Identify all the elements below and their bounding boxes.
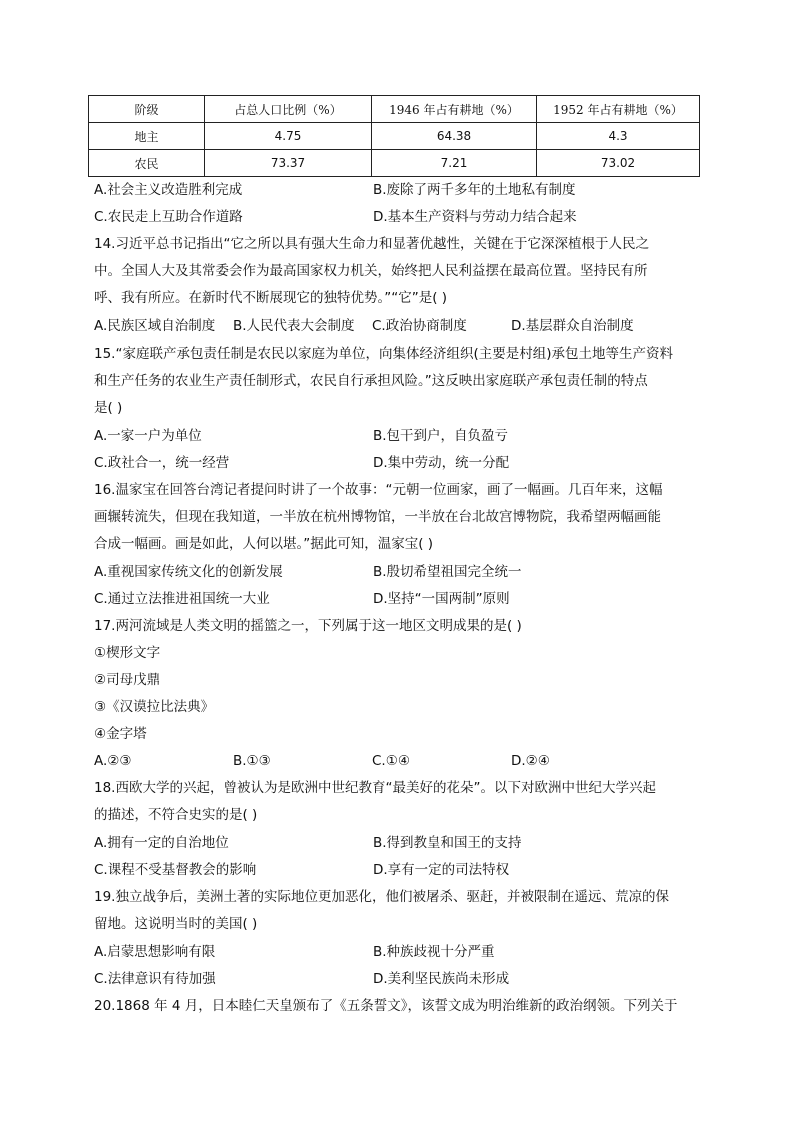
q17-option-a: A.②③ <box>94 753 132 769</box>
q17-option-c: C.①④ <box>372 753 410 769</box>
table-header-cell: 占总人口比例（%） <box>205 96 372 123</box>
q15-stem-line: 15.“家庭联产承包责任制是农民以家庭为单位，向集体经济组织(主要是村组)承包土地等生产资料 <box>94 346 673 362</box>
table-row <box>89 150 700 177</box>
q20-stem-line: 20.1868 年 4 月，日本睦仁天皇颁布了《五条誓文》，该誓文成为明治维新的政治纲领。下列关于 <box>94 998 678 1014</box>
q16-stem-line: 画辗转流失，但现在我知道，一半放在杭州博物馆，一半放在台北故宫博物院，我希望两幅画能 <box>94 509 661 525</box>
q19-stem-line: 留地。这说明当时的美国( ) <box>94 916 258 932</box>
q17-option-b: B.①③ <box>233 753 271 769</box>
q15-stem-line: 和生产任务的农业生产责任制形式，农民自行承担风险。”这反映出家庭联产承包责任制的特点 <box>94 373 648 389</box>
q19-option-d: D.美利坚民族尚未形成 <box>373 971 510 987</box>
q17-item: ③《汉谟拉比法典》 <box>94 699 215 715</box>
table-cell: 4.75 <box>205 123 372 150</box>
q15-stem-line: 是( ) <box>94 400 123 416</box>
q17-item: ②司母戊鼎 <box>94 672 161 688</box>
q19-option-b: B.种族歧视十分严重 <box>373 944 495 960</box>
q18-stem-line: 18.西欧大学的兴起，曾被认为是欧洲中世纪教育“最美好的花朵”。以下对欧洲中世纪大学兴起 <box>94 780 656 796</box>
q18-option-b: B.得到教皇和国王的支持 <box>373 835 522 851</box>
q19-option-c: C.法律意识有待加强 <box>94 971 216 987</box>
q18-option-a: A.拥有一定的自治地位 <box>94 835 229 851</box>
q17-item: ①楔形文字 <box>94 645 161 661</box>
land-ownership-table <box>88 95 700 177</box>
table-header-cell: 1952 年占有耕地（%） <box>537 96 700 123</box>
q17-option-d: D.②④ <box>511 753 550 769</box>
q13-option-d: D.基本生产资料与劳动力结合起来 <box>373 209 577 225</box>
q16-option-b: B.殷切希望祖国完全统一 <box>373 564 522 580</box>
q19-option-a: A.启蒙思想影响有限 <box>94 944 216 960</box>
q14-stem-line: 呼、我有所应。在新时代不断展现它的独特优势。”“它”是( ) <box>94 290 448 306</box>
table-cell: 4.3 <box>537 123 700 150</box>
q19-stem-line: 19.独立战争后，美洲土著的实际地位更加恶化，他们被屠杀、驱赶，并被限制在遥远、荒凉的保 <box>94 889 669 905</box>
q18-stem-line: 的描述，不符合史实的是( ) <box>94 807 258 823</box>
q16-option-d: D.坚持“一国两制”原则 <box>373 591 510 607</box>
q16-stem-line: 16.温家宝在回答台湾记者提问时讲了一个故事：“元朝一位画家，画了一幅画。几百年来，这幅 <box>94 482 663 498</box>
q14-stem-line: 中。全国人大及其常委会作为最高国家权力机关，始终把人民利益摆在最高位置。坚持民有所 <box>94 263 648 279</box>
q14-option-a: A.民族区域自治制度 <box>94 318 216 334</box>
table-cell: 7.21 <box>372 150 537 177</box>
q17-stem: 17.两河流域是人类文明的摇篮之一，下列属于这一地区文明成果的是( ) <box>94 618 522 634</box>
table-cell: 73.02 <box>537 150 700 177</box>
table-cell: 64.38 <box>372 123 537 150</box>
q15-option-d: D.集中劳动，统一分配 <box>373 455 510 471</box>
table-cell: 地主 <box>89 123 205 150</box>
table-header-cell: 阶级 <box>89 96 205 123</box>
q16-option-c: C.通过立法推进祖国统一大业 <box>94 591 270 607</box>
q18-option-d: D.享有一定的司法特权 <box>373 862 510 878</box>
table-header-cell: 1946 年占有耕地（%） <box>372 96 537 123</box>
q14-option-b: B.人民代表大会制度 <box>233 318 355 334</box>
q14-option-c: C.政治协商制度 <box>372 318 467 334</box>
q16-option-a: A.重视国家传统文化的创新发展 <box>94 564 283 580</box>
q13-option-a: A.社会主义改造胜利完成 <box>94 182 243 198</box>
table-cell: 农民 <box>89 150 205 177</box>
q13-option-c: C.农民走上互助合作道路 <box>94 209 243 225</box>
q15-option-a: A.一家一户为单位 <box>94 428 202 444</box>
q14-stem-line: 14.习近平总书记指出“它之所以具有强大生命力和显著优越性，关键在于它深深植根于人民之 <box>94 236 649 252</box>
q16-stem-line: 合成一幅画。画是如此，人何以堪。”据此可知，温家宝( ) <box>94 536 434 552</box>
q18-option-c: C.课程不受基督教会的影响 <box>94 862 257 878</box>
q15-option-c: C.政社合一，统一经营 <box>94 455 230 471</box>
q17-item: ④金字塔 <box>94 726 147 742</box>
q14-option-d: D.基层群众自治制度 <box>511 318 634 334</box>
q15-option-b: B.包干到户，自负盈亏 <box>373 428 509 444</box>
table-row <box>89 123 700 150</box>
table-header-row <box>89 96 700 123</box>
q13-option-b: B.废除了两千多年的土地私有制度 <box>373 182 576 198</box>
table-cell: 73.37 <box>205 150 372 177</box>
